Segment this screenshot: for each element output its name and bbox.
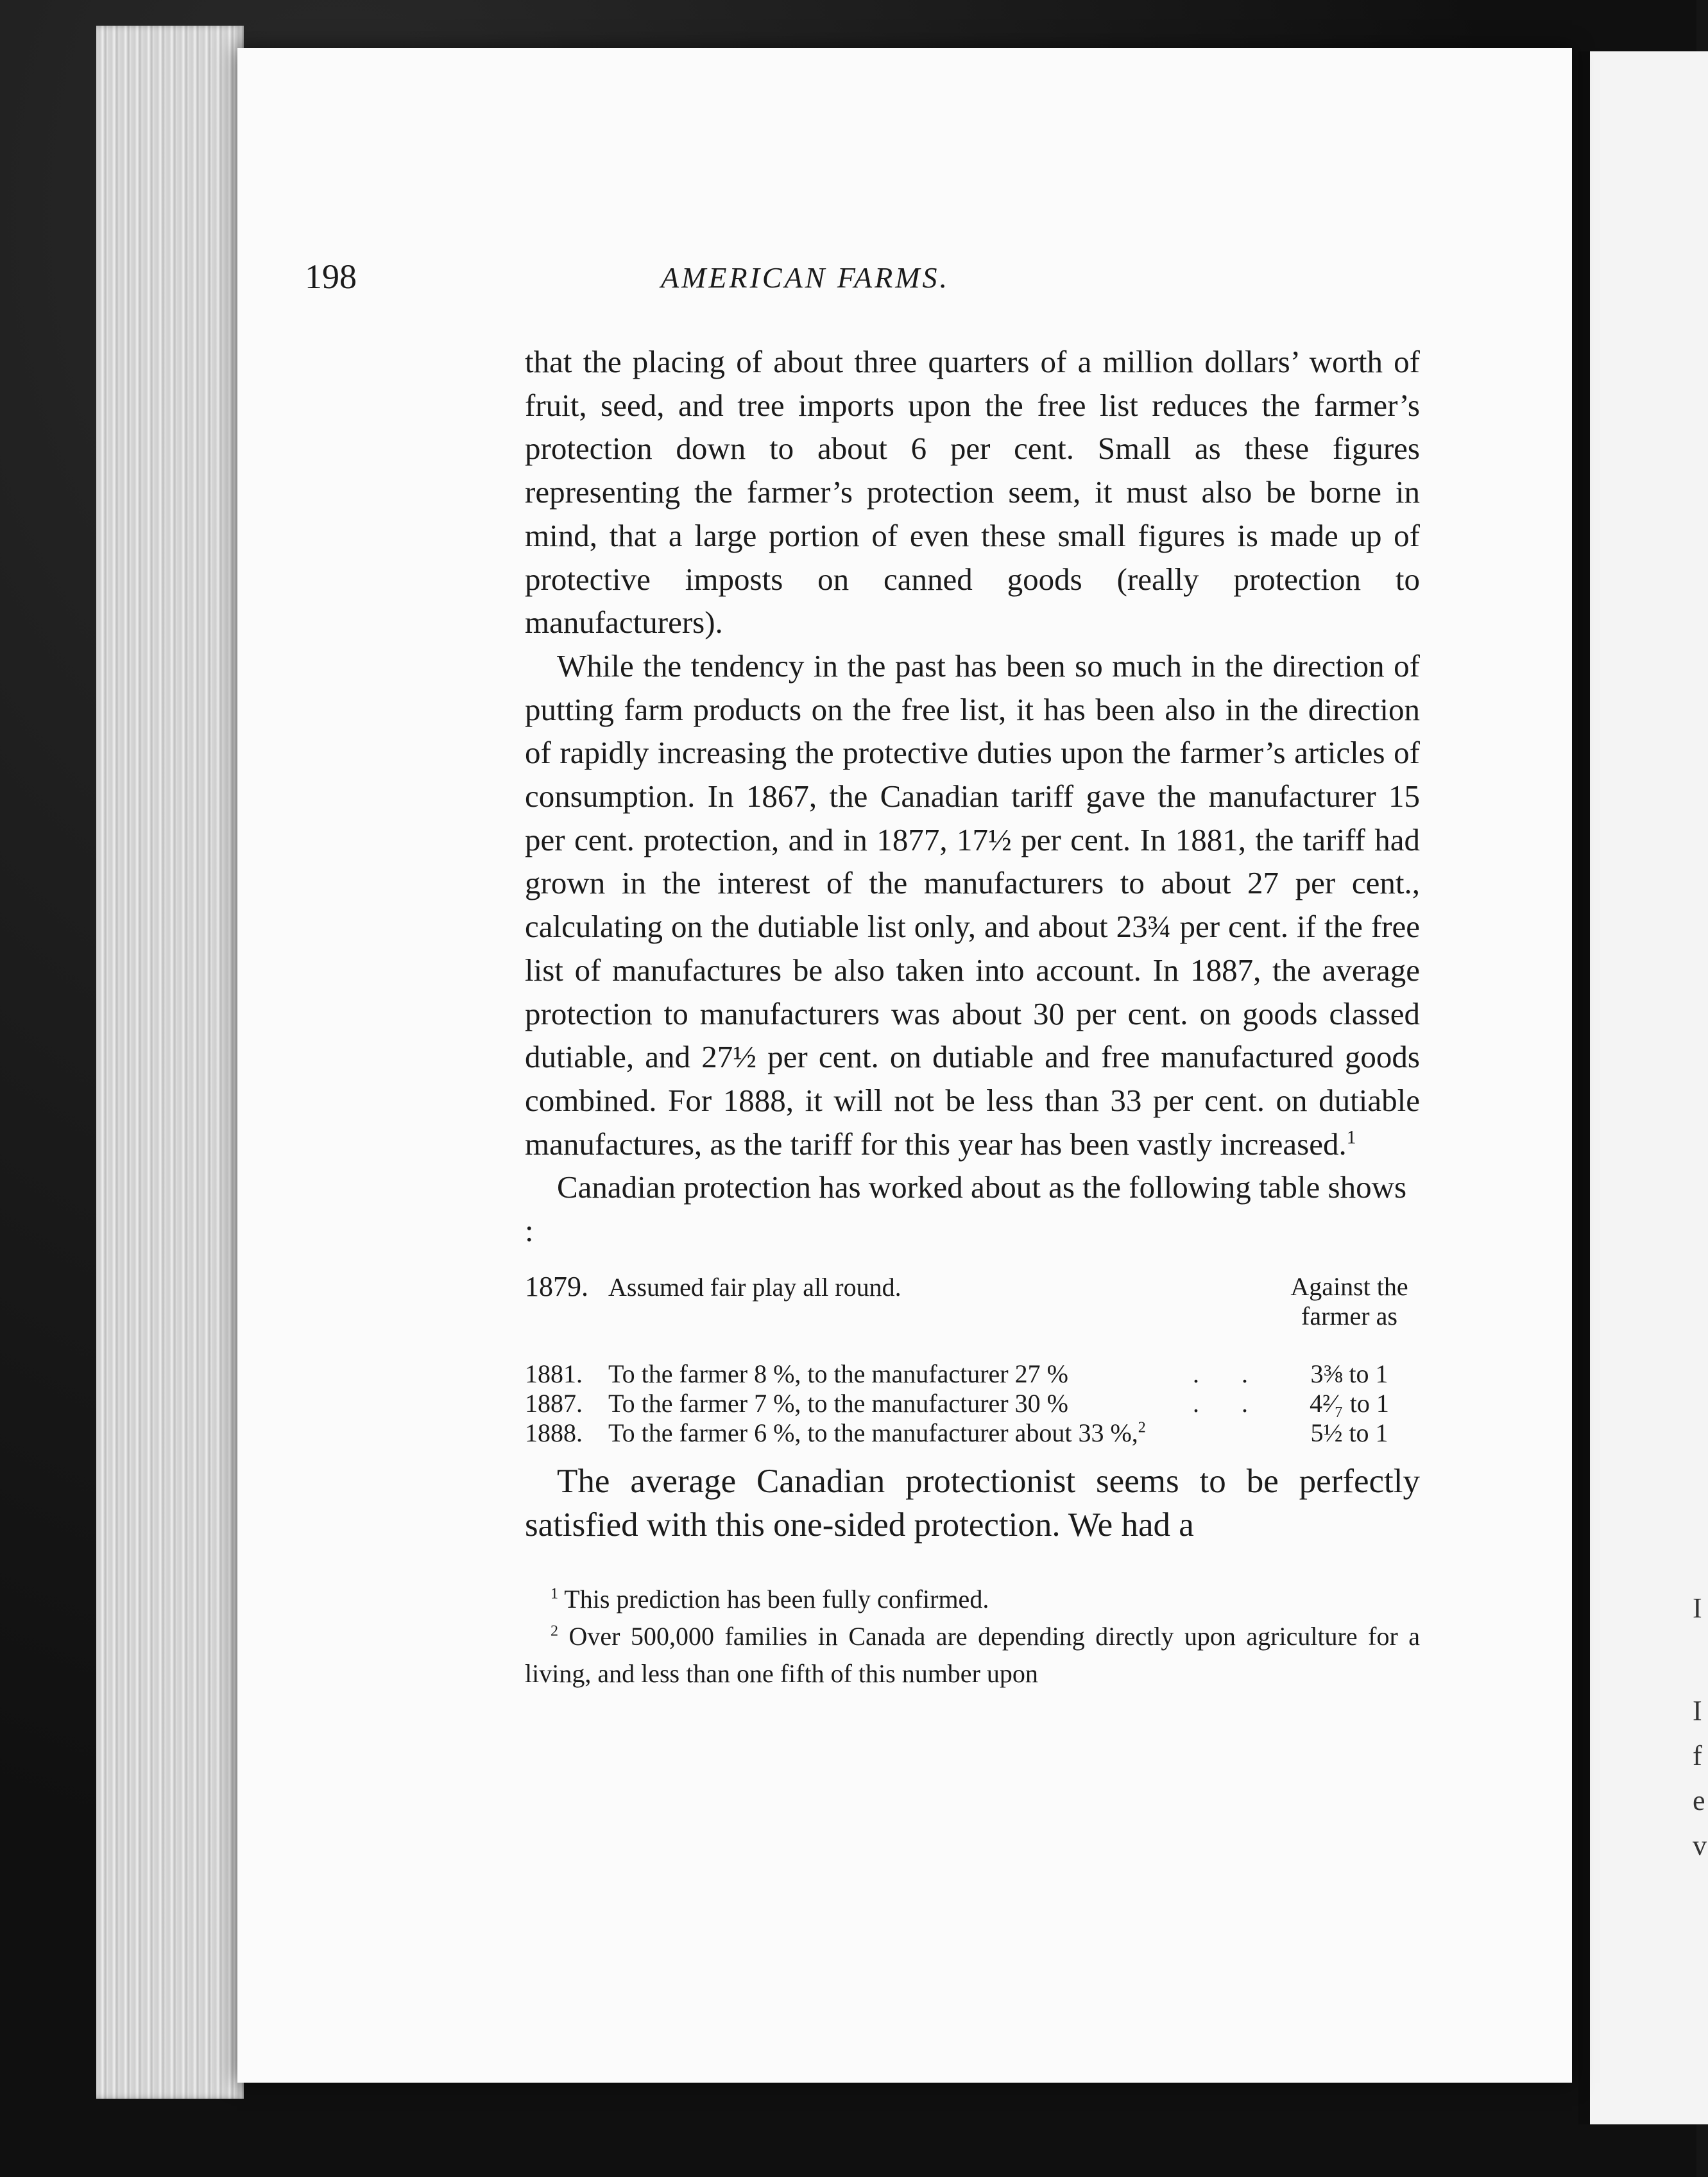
table-row <box>525 1359 1420 1389</box>
table-row-year: 1879. <box>525 1270 588 1302</box>
next-page-fragment: e <box>1693 1785 1705 1816</box>
footnotes <box>525 1581 1420 1692</box>
paragraph-4: The average Canadian protectionist seems to be perfectly satisfied with this one-sided protection. We had a <box>525 1462 1420 1544</box>
footnote-text: This prediction has been fully confirmed. <box>564 1584 989 1613</box>
running-head: AMERICAN FARMS. <box>660 261 950 294</box>
tariff-table <box>525 1272 1420 1448</box>
table-row-text: To the farmer 7 %, to the manufacturer 30 % <box>608 1388 1068 1418</box>
table-row-text: To the farmer 8 %, to the manufacturer 27 % <box>608 1359 1068 1388</box>
table-row-ratio: 4²⁄₇ to 1 <box>1310 1388 1389 1418</box>
next-page-fragment: v <box>1693 1830 1707 1861</box>
footnote-2 <box>525 1618 1420 1692</box>
table-row-year: 1881. <box>525 1359 583 1388</box>
table-row-year: 1888. <box>525 1418 583 1447</box>
footnote-ref-2: 2 <box>1138 1419 1146 1436</box>
book-page-edges <box>96 26 244 2099</box>
page-text <box>525 340 1420 1692</box>
footnote-1 <box>525 1581 1420 1618</box>
paragraph-2-text: While the tendency in the past has been so much in the direction of putting farm products on the free list, it has been also in the direction of rapidly increasing the protective duties upon the farmer’s articles of consumption. In 1867, the Canadian tariff gave the manufacturer 15 per cent. protection, and in 1877, 17½ per cent. In 1881, the tariff had grown in the interest of the manufacturers to about 27 per cent., calculating on the dutiable list only, and about 23¾ per cent. if the free list of manufactures be also taken into account. In 1887, the average protection to manufacturers was about 30 per cent. on goods classed dutiable, and 27½ per cent. on dutiable and free manufactured goods combined. For 1888, it will not be less than 33 per cent. on dutiable manufactures, as the tariff for this year has been vastly increased. <box>525 648 1420 1162</box>
next-page-fragment: I <box>1693 1695 1702 1726</box>
footnote-mark: 2 <box>551 1622 558 1640</box>
table-row-ratio: 3⅜ to 1 <box>1310 1359 1388 1388</box>
leader-dots: . . <box>1193 1388 1266 1418</box>
page-header <box>305 257 1171 308</box>
next-page-fragment: I <box>1693 1592 1702 1624</box>
next-page-edge <box>1578 51 1708 2124</box>
next-page-fragment: f <box>1693 1740 1702 1771</box>
table-row-year: 1887. <box>525 1388 583 1418</box>
table-row <box>525 1389 1420 1418</box>
table-row-text: Assumed fair play all round. <box>608 1272 901 1302</box>
paragraph-3: Canadian protection has worked about as the following table shows : <box>525 1169 1407 1249</box>
footnote-mark: 1 <box>551 1585 558 1603</box>
paragraph-2 <box>525 644 1420 1166</box>
table-column-header: Against the farmer as <box>1290 1271 1408 1330</box>
paragraph-1: that the placing of about three quarters of a million dollars’ worth of fruit, seed, and tree imports upon the free list reduces the farmer’s protection down to about 6 per cent. Small as these figures representing the farmer’s protection seem, it must also be borne in mind, that a large portion of even these small figures is made up of protective imposts on canned goods (really protection to manufacturers). <box>525 344 1420 641</box>
leader-dots: . . <box>1193 1359 1266 1388</box>
footnote-text: Over 500,000 families in Canada are depending directly upon agriculture for a living, and less than one fifth of this number upon <box>525 1621 1421 1688</box>
table-row <box>525 1272 1420 1302</box>
footnote-ref-1: 1 <box>1346 1127 1356 1148</box>
page-number: 198 <box>305 257 357 296</box>
table-row-ratio: 5½ to 1 <box>1310 1418 1388 1447</box>
table-row <box>525 1418 1420 1448</box>
table-row-text: To the farmer 6 %, to the manufacturer about 33 %, <box>608 1418 1138 1447</box>
